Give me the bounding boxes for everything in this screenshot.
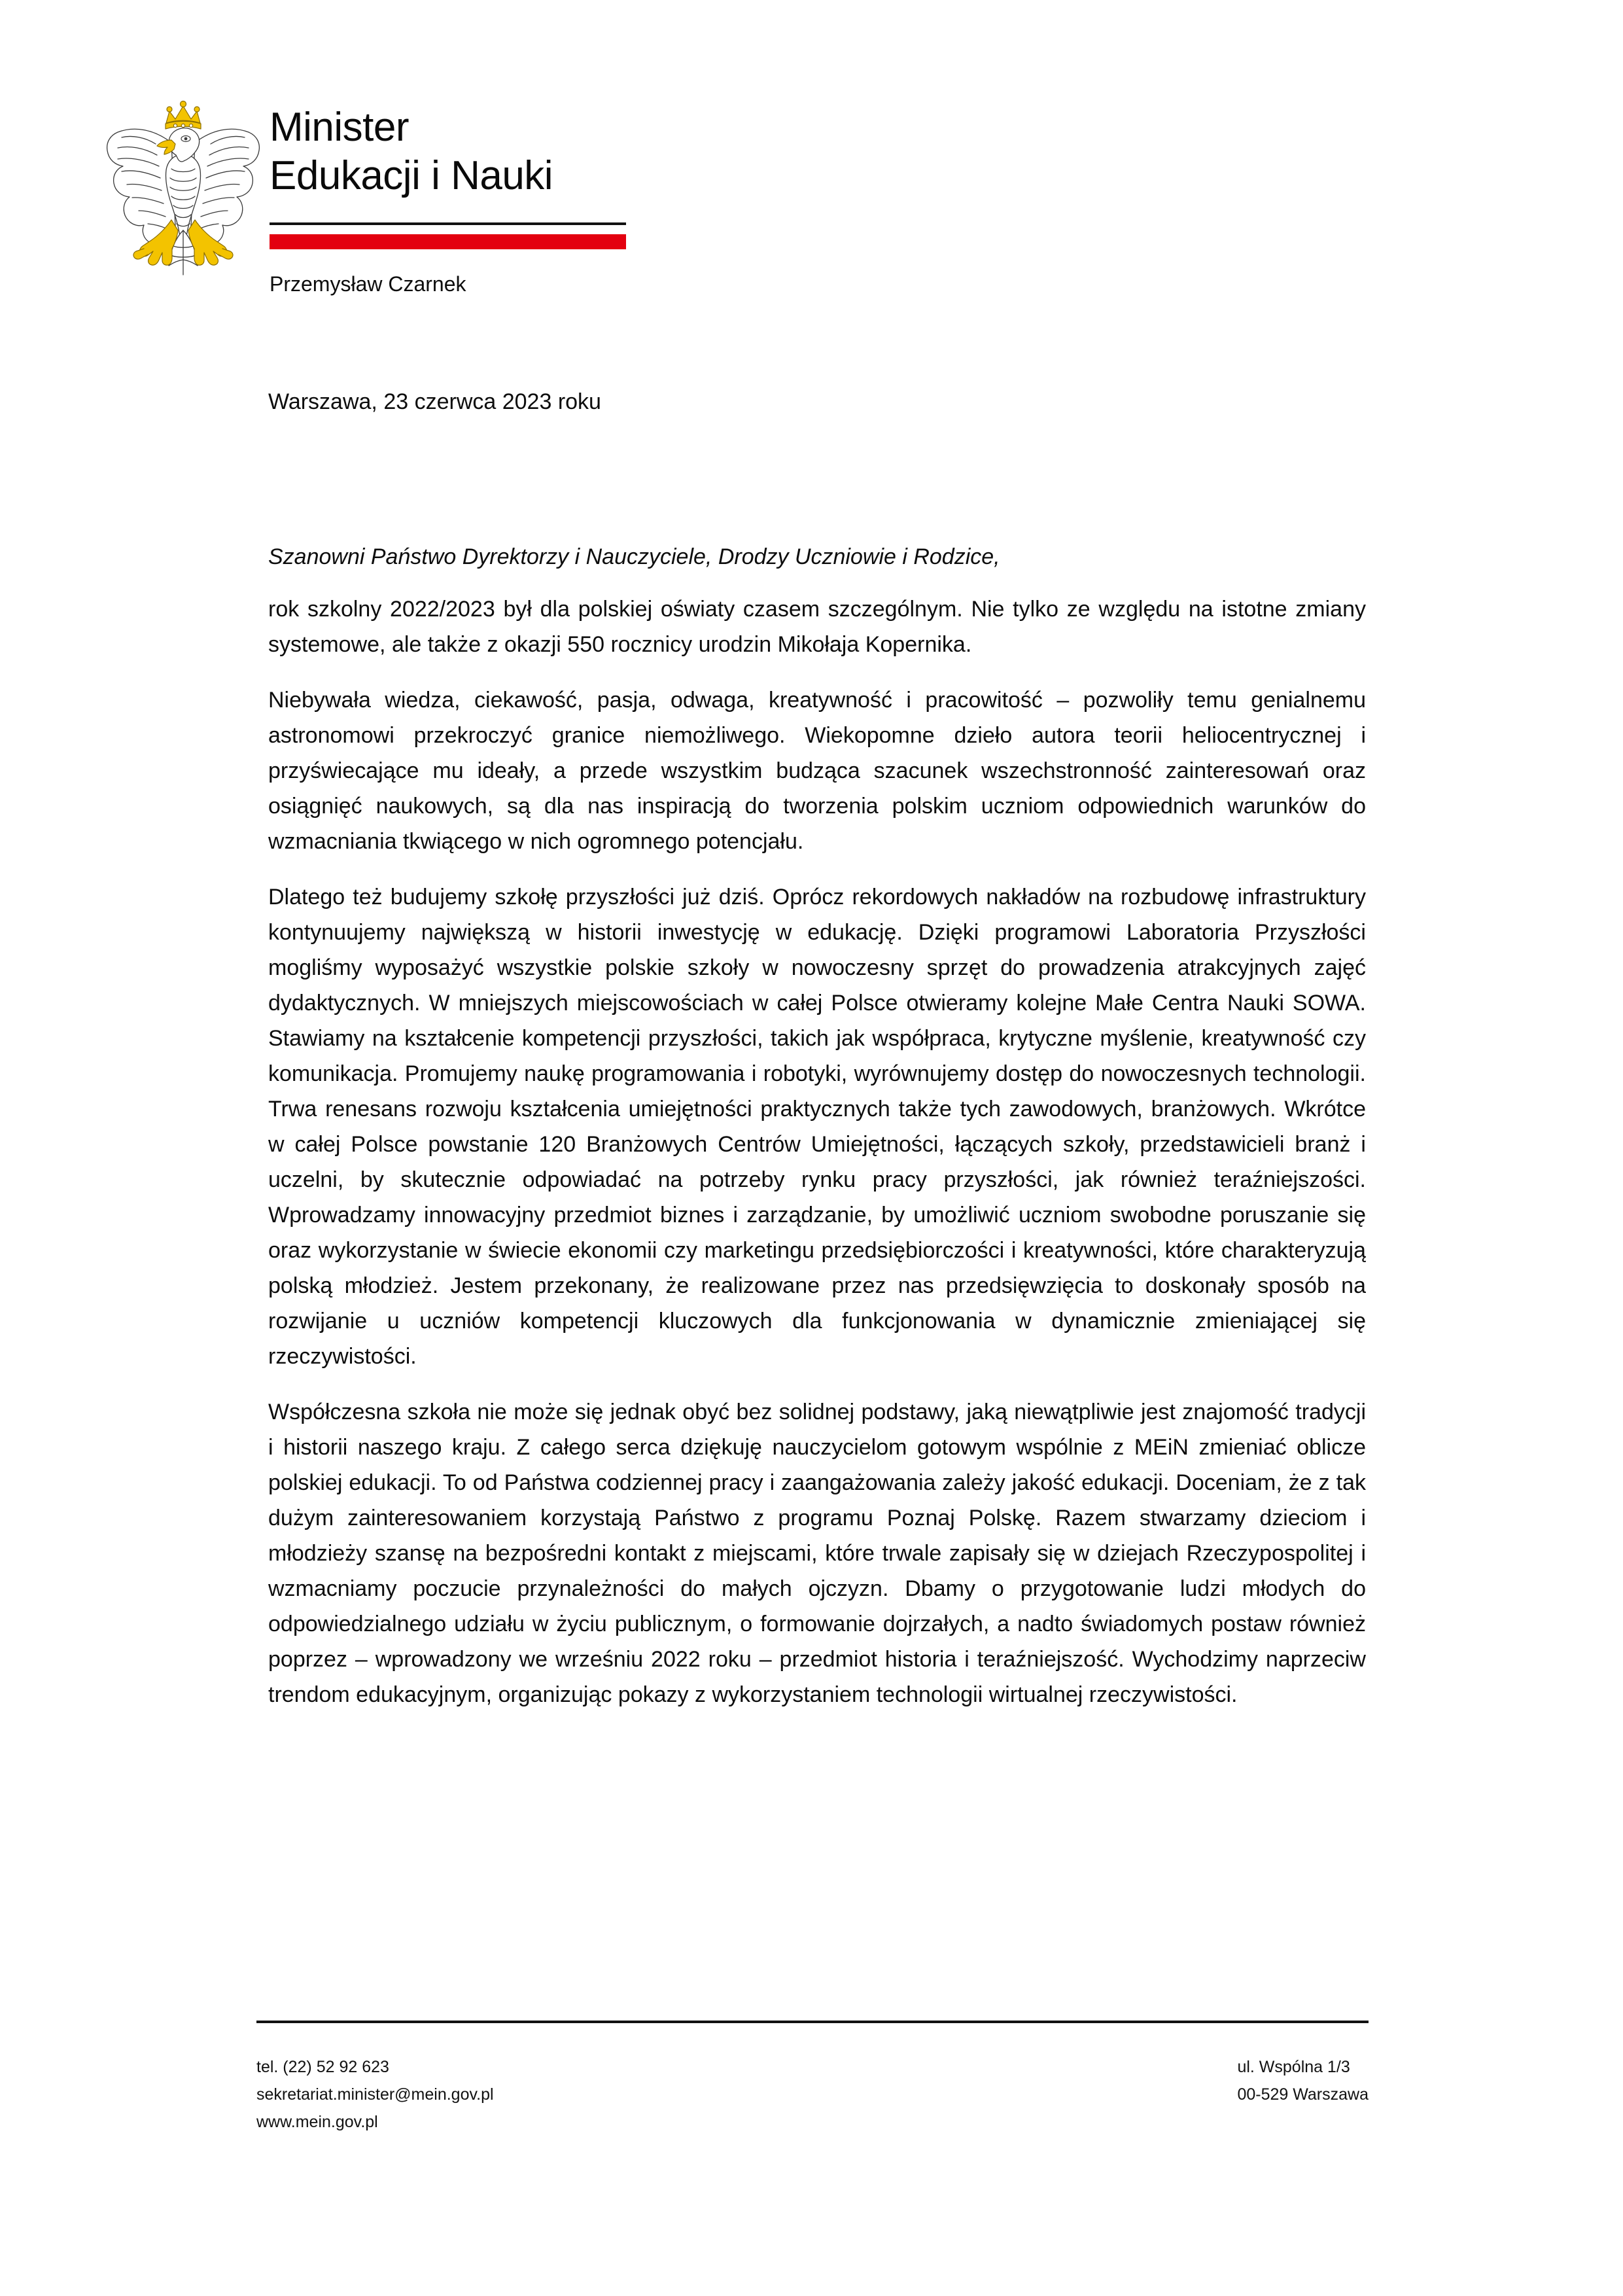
footer-phone: tel. (22) 52 92 623 — [256, 2058, 389, 2076]
flag-rule-gap — [270, 225, 626, 234]
flag-rule — [270, 222, 626, 249]
ministry-title-line1: Minister — [270, 105, 410, 150]
minister-name: Przemysław Czarnek — [270, 272, 466, 296]
letter-body — [268, 542, 1366, 1712]
footer-city: 00-529 Warszawa — [1237, 2085, 1369, 2104]
flag-rule-red — [270, 234, 626, 249]
letterhead-text — [270, 85, 688, 297]
paragraph-3: Dlatego też budujemy szkołę przyszłości już dziś. Oprócz rekordowych nakładów na rozbudowę infrastruktury kontynuujemy największą w historii inwestycję w edukację. Dzięki programowi Laboratoria Przyszłości mogliśmy wyposażyć wszystkie polskie szkoły w nowoczesny sprzęt do prowadzenia atrakcyjnych zajęć dydaktycznych. W mniejszych miejscowościach w całej Polsce otwieramy kolejne Małe Centra Nauki SOWA. Stawiamy na kształcenie kompetencji przyszłości, takich jak współpraca, krytyczne myślenie, kreatywność czy komunikacja. Promujemy naukę programowania i robotyki, wyrównujemy dostęp do nowoczesnych technologii. Trwa renesans rozwoju kształcenia umiejętności praktycznych także tych zawodowych, branżowych. Wkrótce w całej Polsce powstanie 120 Branżowych Centrów Umiejętności, łączących szkoły, przedstawicieli branż i uczelni, by skutecznie odpowiadać na potrzeby rynku pracy przyszłości, jak również teraźniejszości. Wprowadzamy innowacyjny przedmiot biznes i zarządzanie, by umożliwić uczniom swobodne poruszanie się oraz wykorzystanie w świecie ekonomii czy marketingu przedsiębiorczości i kreatywności, które charakteryzują polską młodzież. Jestem przekonany, że realizowane przez nas przedsięwzięcia to doskonały sposób na rozwijanie u uczniów kompetencji kluczowych dla funkcjonowania w dynamicznie zmieniającej się rzeczywistości. — [268, 885, 1366, 1369]
footer-email[interactable]: sekretariat.minister@mein.gov.pl — [256, 2085, 494, 2104]
footer-website[interactable]: www.mein.gov.pl — [256, 2113, 378, 2131]
footer-contact-column — [256, 2053, 494, 2136]
footer-street: ul. Wspólna 1/3 — [1237, 2058, 1350, 2076]
footer-address-column — [1237, 2053, 1369, 2108]
polish-eagle-emblem — [98, 92, 268, 281]
ministry-title-line2: Edukacji i Nauki — [270, 153, 553, 198]
paragraph-1: rok szkolny 2022/2023 był dla polskiej oświaty czasem szczególnym. Nie tylko ze względu na istotne zmiany systemowe, ale także z okazji 550 rocznicy urodzin Mikołaja Kopernika. — [268, 597, 1366, 657]
paragraph-4: Współczesna szkoła nie może się jednak obyć bez solidnej podstawy, jaką niewątpliwie jest znajomość tradycji i historii naszego kraju. Z całego serca dziękuję nauczycielom gotowym wspólnie z MEiN zmieniać oblicze polskiej edukacji. To od Państwa codziennej pracy i zaangażowania zależy jakość edukacji. Doceniam, że z tak dużym zainteresowaniem korzystają Państwo z programu Poznaj Polskę. Razem stwarzamy dzieciom i młodzieży szansę na bezpośredni kontakt z miejscami, które trwale zapisały się w dziejach Rzeczypospolitej i wzmacniamy poczucie przynależności do małych ojczyzn. Dbamy o przygotowanie ludzi młodych do odpowiedzialnego udziału w życiu publicznym, o formowanie dojrzałych, a nadto świadomych postaw również poprzez – wprowadzony we wrześniu 2022 roku – przedmiot historia i teraźniejszość. Wychodzimy naprzeciw trendom edukacyjnym, organizując pokazy z wykorzystaniem technologii wirtualnej rzeczywistości. — [268, 1400, 1366, 1707]
paragraph-2: Niebywała wiedza, ciekawość, pasja, odwaga, kreatywność i pracowitość – pozwoliły temu genialnemu astronomowi przekroczyć granice niemożliwego. Wiekopomne dzieło autora teorii heliocentrycznej i przyświecające mu ideały, a przede wszystkim budząca szacunek wszechstronność zainteresowań oraz osiągnięć naukowych, są dla nas inspiracją do tworzenia polskim uczniom odpowiednich warunków do wzmacniania tkwiącego w nich ogromnego potencjału. — [268, 688, 1366, 854]
date-line: Warszawa, 23 czerwca 2023 roku — [268, 389, 601, 414]
footer — [256, 2053, 1369, 2136]
salutation: Szanowni Państwo Dyrektorzy i Nauczyciele, Drodzy Uczniowie i Rodzice, — [268, 544, 1000, 569]
letterhead — [98, 85, 752, 301]
footer-divider — [256, 2021, 1369, 2023]
